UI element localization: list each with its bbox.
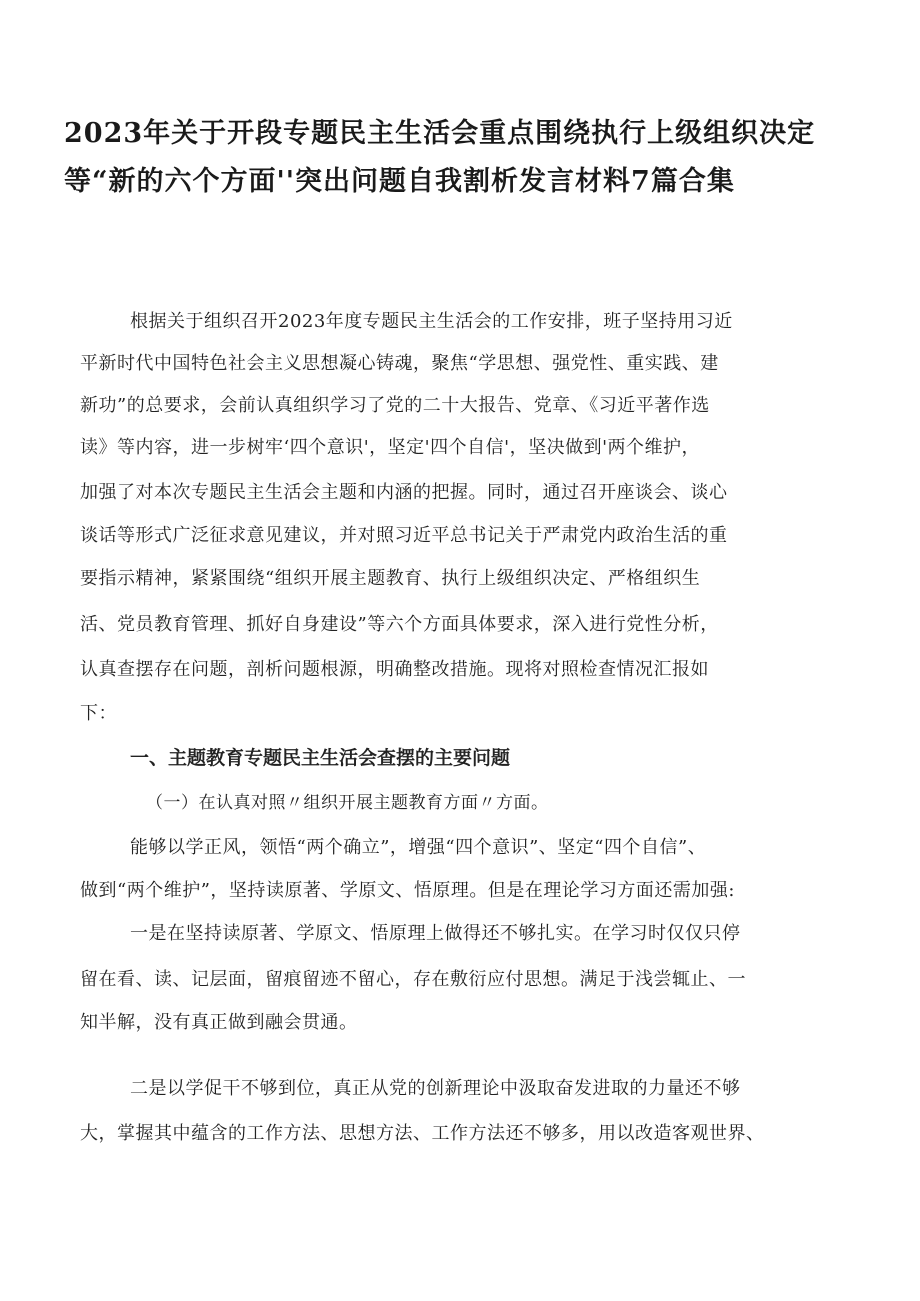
intro-line-1: 根据关于组织召开2023年度专题民主生活会的工作安排，班子坚持用习近: [130, 311, 733, 332]
para3-line-2: 大，掌握其中蕴含的工作方法、思想方法、工作方法还不够多，用以改造客观世界、: [80, 1123, 765, 1144]
intro-line-6: 谈话等形式广泛征求意见建议，并对照习近平总书记关于严肃党内政治生活的重: [80, 525, 728, 546]
para2-line-3: 知半解，没有真正做到融会贯通。: [80, 1012, 358, 1033]
para2-line-2: 留在看、读、记层面，留痕留迹不留心，存在敷衍应付思想。满足于浅尝辄止、一: [80, 969, 746, 990]
intro-line-8: 活、党员教育管理、抓好自身建设”等六个方面具体要求，深入进行党性分析，: [80, 614, 719, 635]
intro-line-5: 加强了对本次专题民主生活会主题和内涵的把握。同时，通过召开座谈会、谈心: [80, 482, 728, 503]
intro-line-3: 新功”的总要求，会前认真组织学习了党的二十大报告、党章、《习近平著作选: [80, 395, 710, 416]
title-line-1: 2023年关于开段专题民主生活会重点围绕执行上级组织决定: [64, 118, 816, 149]
intro-line-10: 下：: [80, 703, 117, 724]
intro-line-4: 读》等内容，进一步树牢‘四个意识'，坚定'四个自信'，坚决做到'两个维护，: [80, 437, 701, 458]
part-subheading: [0, 236, 920, 264]
subsection-heading: （一）在认真对照〃组织开展主题教育方面〃方面。: [146, 793, 549, 813]
para3-line-1: 二是以学促干不够到位，真正从党的创新理论中汲取奋发进取的力量还不够: [130, 1078, 741, 1099]
title-line-2: 等“新的六个方面''突出问题自我割析发言材料7篇合集: [64, 166, 735, 197]
para2-line-1: 一是在坚持读原著、学原文、悟原理上做得还不够扎实。在学习时仅仅只停: [130, 923, 741, 944]
intro-line-9: 认真查摆存在问题，剖析问题根源，明确整改措施。现将对照检查情况汇报如: [80, 659, 709, 680]
para1-line-2: 做到“两个维护”，坚持读原著、学原文、悟原理。但是在理论学习方面还需加强:: [80, 880, 735, 901]
intro-line-7: 要指示精神，紧紧围绕“组织开展主题教育、执行上级组织决定、严格组织生: [80, 568, 701, 589]
intro-line-2: 平新时代中国特色社会主义思想凝心铸魂，聚焦“学思想、强党性、重实践、建: [80, 353, 719, 374]
document-title: [64, 110, 864, 206]
section-heading: 一、主题教育专题民主生活会查摆的主要问题: [130, 747, 511, 769]
para1-line-1: 能够以学正风，领悟“两个确立”，增强“四个意识”、坚定“四个自信”、: [130, 837, 707, 858]
